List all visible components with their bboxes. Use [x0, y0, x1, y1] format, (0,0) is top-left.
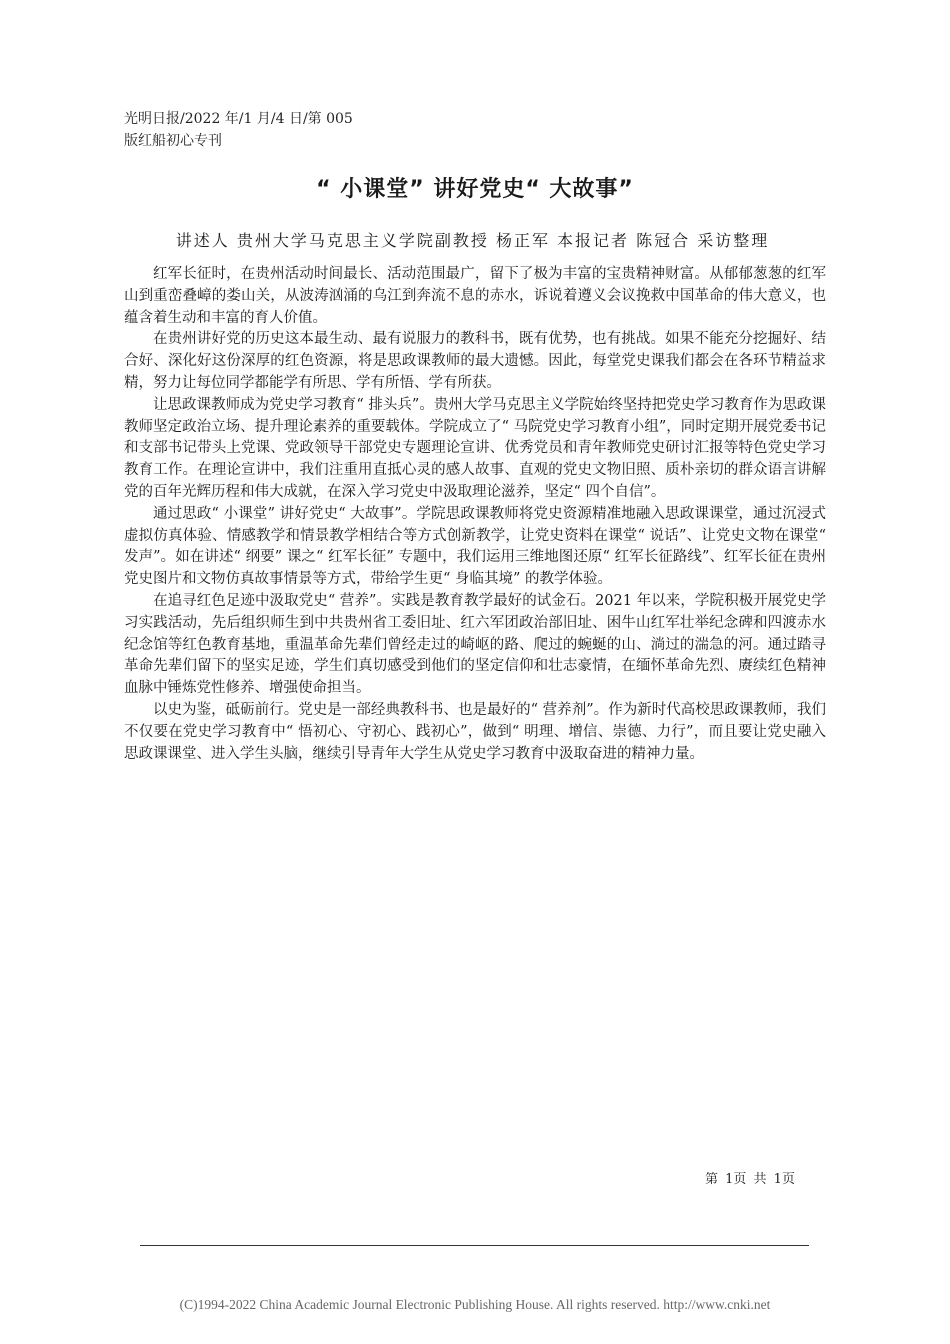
article-byline: 讲述人 贵州大学马克思主义学院副教授 杨正军 本报记者 陈冠合 采访整理	[175, 231, 770, 250]
source-line-1: 光明日报/2022 年/1 月/4 日/第 005	[124, 111, 353, 127]
paragraph: 以史为鉴，砥砺前行。党史是一部经典教科书、也是最好的“ 营养剂”。作为新时代高校思政课教师，我们不仅要在党史学习教育中“ 悟初心、守初心、践初心”，做到“ 明理、增信、崇德、力行”，而且要让党史融入思政课课堂、进入学生头脑，继续引导青年大学生从党史学习教育中汲取奋进的精神力量。	[124, 701, 826, 762]
copyright-notice: (C)1994-2022 China Academic Journal Electronic Publishing House. All rights reserved. http://www.cnki.net	[179, 1297, 771, 1312]
article-title: “ 小课堂” 讲好党史“ 大故事”	[316, 177, 634, 202]
paragraph: 红军长征时，在贵州活动时间最长、活动范围最广，留下了极为丰富的宝贵精神财富。从郁郁葱葱的红军山到重峦叠嶂的娄山关，从波涛汹涌的乌江到奔流不息的赤水，诉说着遵义会议挽救中国革命的伟大意义，也蕴含着生动和丰富的育人价值。	[124, 266, 826, 326]
paragraph: 在贵州讲好党的历史这本最生动、最有说服力的教科书，既有优势，也有挑战。如果不能充分挖掘好、结合好、深化好这份深厚的红色资源，将是思政课教师的最大遗憾。因此，每堂党史课我们都会在各环节精益求精，努力让每位同学都能学有所思、学有所悟、学有所获。	[124, 331, 826, 391]
paragraph: 通过思政“ 小课堂” 讲好党史“ 大故事”。学院思政课教师将党史资源精准地融入思政课课堂，通过沉浸式虚拟仿真体验、情感教学和情景教学相结合等方式创新教学，让党史资料在课堂“ 说话”、让党史文物在课堂“ 发声”。如在讲述“ 纲要” 课之“ 红军长征” 专题中，我们运用三维地图还原“ 红军长征路线”、红军长征在贵州党史图片和文物仿真故事情景等方式，带给学生更“ 身临其境” 的教学体验。	[124, 505, 826, 588]
source-info	[124, 108, 353, 152]
paragraph: 在追寻红色足迹中汲取党史“ 营养”。实践是教育教学最好的试金石。2021 年以来，学院积极开展党史学习实践活动，先后组织师生到中共贵州省工委旧址、红六军团政治部旧址、困牛山红军壮举纪念碑和四渡赤水纪念馆等红色教育基地，重温革命先辈们曾经走过的崎岖的路、爬过的蜿蜒的山、淌过的湍急的河。通过踏寻革命先辈们留下的坚实足迹，学生们真切感受到他们的坚定信仰和壮志豪情，在缅怀革命先烈、赓续红色精神血脉中锤炼党性修养、增强使命担当。	[124, 592, 826, 697]
footer-divider	[140, 1245, 809, 1246]
paragraph: 让思政课教师成为党史学习教育“ 排头兵”。贵州大学马克思主义学院始终坚持把党史学习教育作为思政课教师坚定政治立场、提升理论素养的重要载体。学院成立了“ 马院党史学习教育小组”，同时定期开展党委书记和支部书记带头上党课、党政领导干部党史专题理论宣讲、优秀党员和青年教师党史研讨汇报等特色党史学习教育工作。在理论宣讲中，我们注重用直抵心灵的感人故事、直观的党史文物旧照、质朴亲切的群众语言讲解党的百年光辉历程和伟大成就，在深入学习党史中汲取理论滋养，坚定“ 四个自信”。	[124, 396, 826, 500]
page-number: 第 1页 共 1页	[705, 1172, 795, 1187]
article-body	[124, 264, 826, 765]
source-line-2: 版红船初心专刊	[124, 133, 222, 149]
